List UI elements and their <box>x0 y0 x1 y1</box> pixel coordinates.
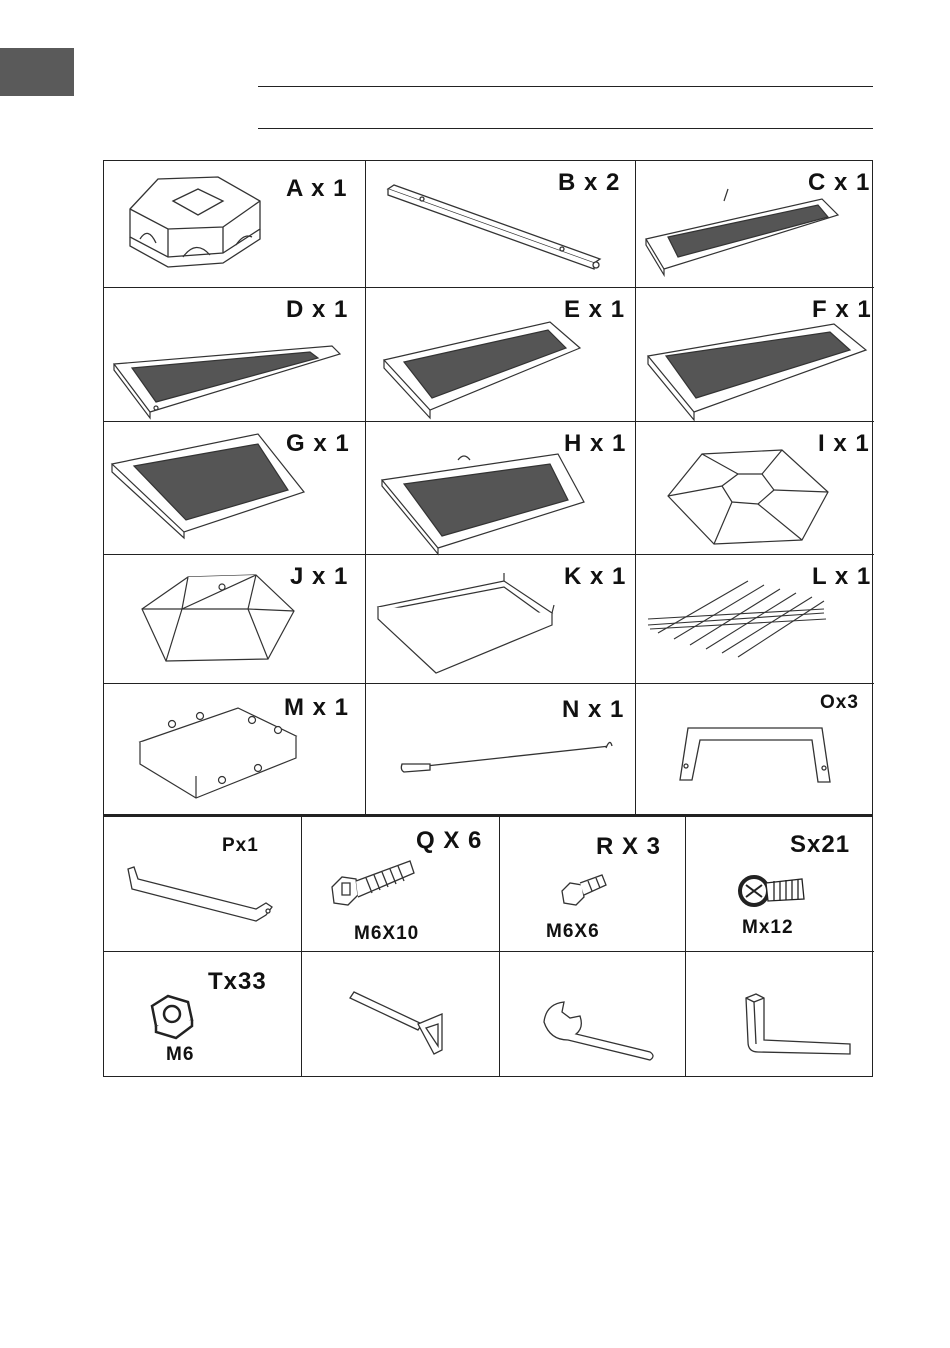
part-label: D x 1 <box>286 296 349 323</box>
part-label: I x 1 <box>818 430 870 457</box>
part-label: G x 1 <box>286 430 350 457</box>
part-label: E x 1 <box>564 296 626 323</box>
header-rule-bottom <box>258 128 873 129</box>
ash-tray-icon <box>374 569 564 679</box>
part-label: Px1 <box>222 835 259 856</box>
part-label: A x 1 <box>286 175 348 202</box>
tool-cell-wrench <box>500 952 686 1077</box>
part-cell-m <box>104 684 366 816</box>
part-cell-a <box>104 161 366 288</box>
part-label: J x 1 <box>290 563 349 590</box>
part-label: L x 1 <box>812 563 872 590</box>
fire-bowl-lid-icon <box>662 444 832 550</box>
mesh-grate-icon <box>644 316 869 416</box>
part-cell-t <box>104 952 302 1077</box>
part-cell-k <box>366 555 636 684</box>
part-label: H x 1 <box>564 430 627 457</box>
part-cell-c <box>636 161 874 288</box>
mesh-grate-icon <box>378 450 593 550</box>
box-spanner-icon <box>346 988 456 1060</box>
fire-bowl-base-icon <box>118 171 268 281</box>
part-cell-r <box>500 817 686 952</box>
hardware-grid <box>103 815 873 1077</box>
bolt-icon <box>328 853 418 909</box>
handle-icon <box>674 722 834 792</box>
part-cell-n <box>366 684 636 816</box>
nut-icon <box>144 992 198 1040</box>
frame-box-icon <box>132 698 302 810</box>
screw-icon <box>736 871 808 913</box>
part-cell-i <box>636 422 874 555</box>
cooking-grill-icon <box>644 567 834 677</box>
part-cell-j <box>104 555 366 684</box>
part-size: M6 <box>166 1044 195 1065</box>
part-size: M6X6 <box>546 921 600 942</box>
header-rule-top <box>258 86 873 87</box>
part-cell-f <box>636 288 874 422</box>
tool-cell-spanner <box>302 952 500 1077</box>
part-label: Tx33 <box>208 968 267 995</box>
mesh-grate-icon <box>380 314 590 414</box>
poker-icon <box>396 724 616 784</box>
allen-key-icon <box>742 992 862 1064</box>
part-size: M6X10 <box>354 923 420 944</box>
part-label: C x 1 <box>808 169 871 196</box>
part-label: B x 2 <box>558 169 621 196</box>
chimney-cover-icon <box>138 569 298 669</box>
open-end-wrench-icon <box>540 994 660 1060</box>
part-label: Ox3 <box>820 692 859 713</box>
part-label: F x 1 <box>812 296 872 323</box>
mesh-grate-icon <box>110 318 350 418</box>
part-cell-b <box>366 161 636 288</box>
part-label: K x 1 <box>564 563 627 590</box>
part-cell-h <box>366 422 636 555</box>
part-label: Q X 6 <box>416 827 483 854</box>
part-cell-d <box>104 288 366 422</box>
side-bracket-icon <box>122 865 282 935</box>
part-cell-p <box>104 817 302 952</box>
part-cell-e <box>366 288 636 422</box>
part-cell-o <box>636 684 874 816</box>
part-cell-g <box>104 422 366 555</box>
part-label: Sx21 <box>790 831 851 858</box>
part-label: M x 1 <box>284 694 350 721</box>
tool-cell-allen <box>686 952 874 1077</box>
short-bolt-icon <box>558 867 610 909</box>
language-tab <box>0 48 74 96</box>
part-cell-q <box>302 817 500 952</box>
part-label: R X 3 <box>596 833 662 860</box>
parts-grid <box>103 160 873 815</box>
part-label: N x 1 <box>562 696 625 723</box>
part-cell-l <box>636 555 874 684</box>
part-cell-s <box>686 817 874 952</box>
part-size: Mx12 <box>742 917 794 938</box>
